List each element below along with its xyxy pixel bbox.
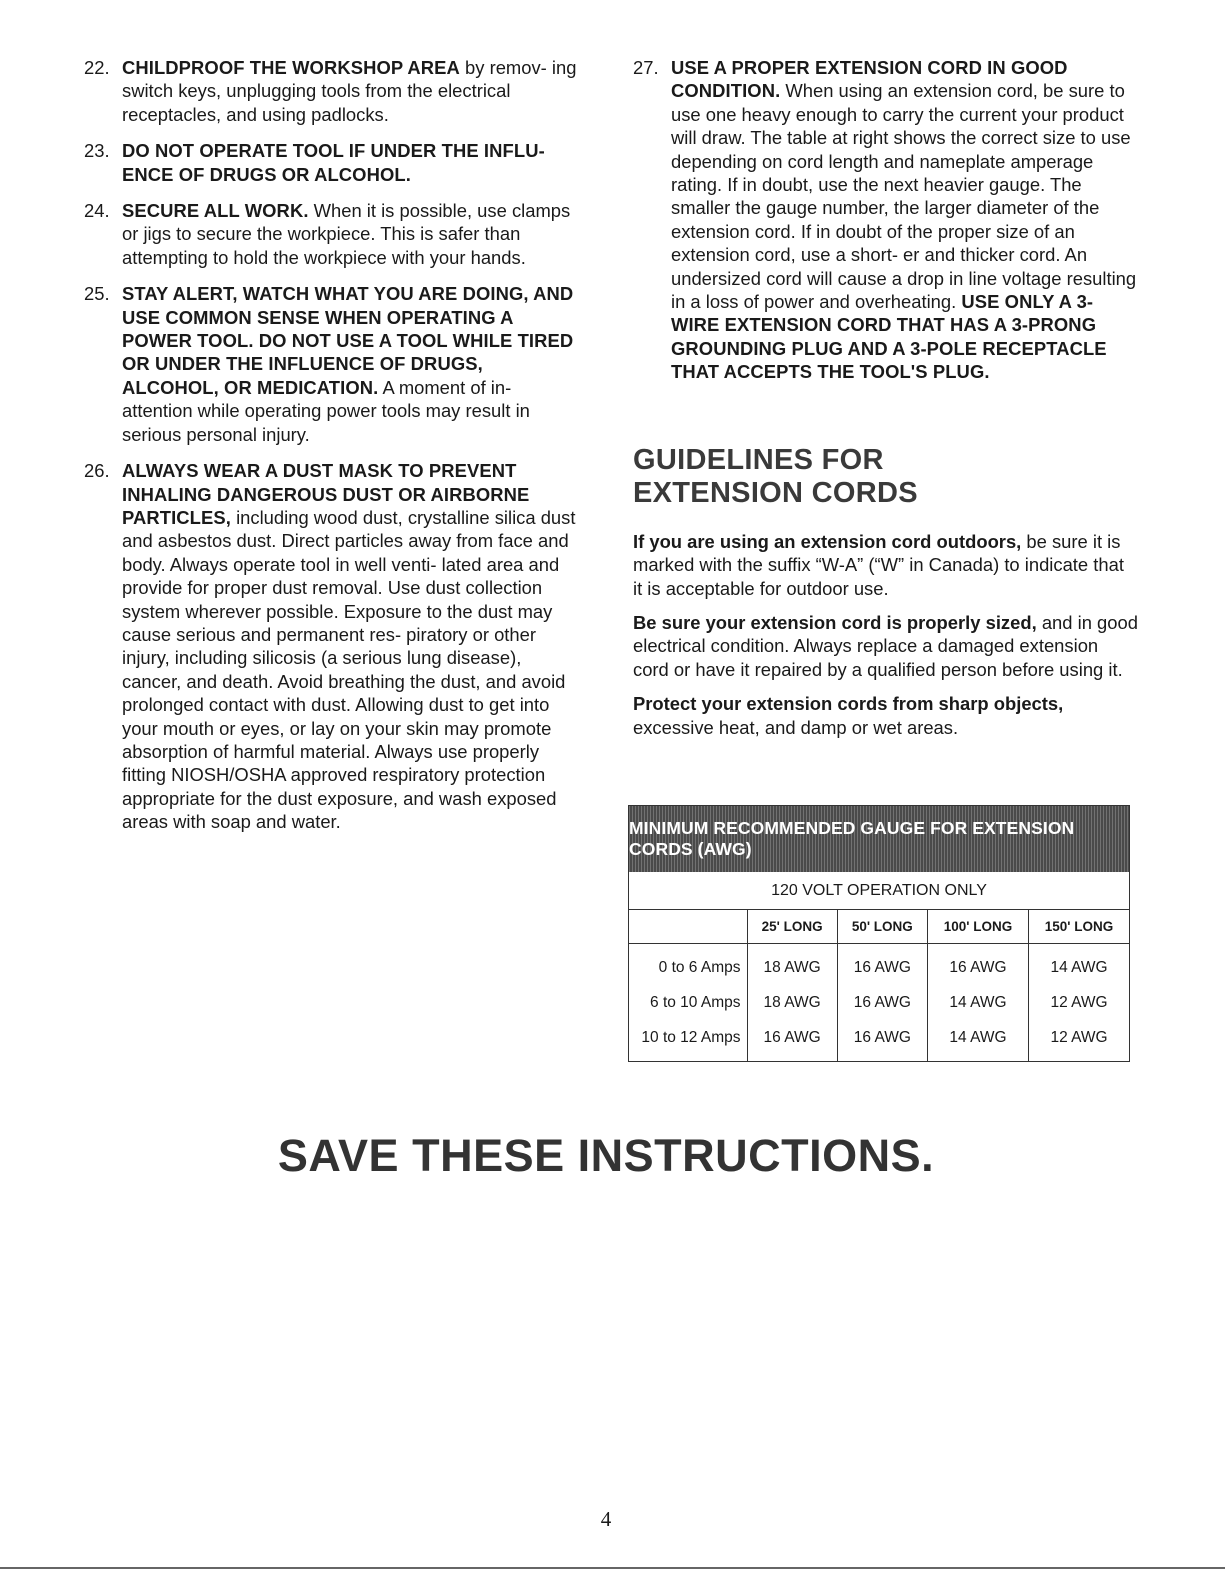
gauge-table [628,805,1130,1062]
gauge-cell: 16 AWG [747,1020,837,1061]
guidelines-title-line-2: EXTENSION CORDS [633,476,918,509]
gauge-cell: 14 AWG [927,1020,1028,1061]
gauge-table-title: MINIMUM RECOMMENDED GAUGE FOR EXTENSION CORDS (AWG) [629,806,1129,872]
gauge-cell: 14 AWG [927,985,1028,1020]
column-header: 25' LONG [747,910,837,944]
item-number: 26. [84,460,110,482]
table-corner-cell [629,910,747,944]
guideline-text: and in good electrical condition. Always replace a damaged extension cord or have it repaired by a qualified person before using it. [633,611,1138,680]
safety-item-27 [633,56,1138,384]
item-text: including wood dust, crystalline silica dust and asbestos dust. Direct particles away from face and body. Always operate tool in well venti- lated area and provide for proper dust removal. Use dust collection system wherever possible. Exposure to the dust may cause serious and permanent res- piratory or other injury, including silicosis (a serious lung disease), cancer, and death. Avoid breathing the dust, and avoid prolonged contact with dust. Allowing dust to get into your mouth or eyes, or lay on your skin may promote absorption of harmful material. Always use properly fitting NIOSH/OSHA approved respiratory protection appropriate for the dust exposure, and wash exposed areas with soap and water. [122,506,576,833]
column-header: 50' LONG [837,910,927,944]
table-row [629,985,1129,1020]
guideline-heading: Be sure your extension cord is properly sized, [633,611,1037,633]
gauge-table-grid [629,910,1129,1061]
gauge-cell: 18 AWG [747,944,837,986]
item-heading: STAY ALERT, WATCH WHAT YOU ARE DOING, AND USE COMMON SENSE WHEN OPERATING A POWER TOOL. DO NOT USE A TOOL WHILE TIRED OR UNDER THE INFLUENCE OF DRUGS, ALCOHOL, OR MEDICATION. [122,283,574,398]
item-number: 25. [84,283,110,305]
right-column [633,56,1138,750]
table-row [629,1020,1129,1061]
item-text: When it is possible, use clamps or jigs to secure the workpiece. This is safer than attempting to hold the workpiece with your hands. [122,200,571,268]
column-header: 100' LONG [927,910,1028,944]
gauge-cell: 16 AWG [837,944,927,986]
item-heading: SECURE ALL WORK. [122,200,309,222]
guideline-sizing [633,611,1138,681]
guidelines-title [633,444,1138,510]
gauge-table-subtitle: 120 VOLT OPERATION ONLY [629,872,1129,910]
page-number: 4 [600,1507,612,1531]
gauge-cell: 12 AWG [1029,1020,1129,1061]
item-heading: ALWAYS WEAR A DUST MASK TO PREVENT INHALING DANGEROUS DUST OR AIRBORNE PARTICLES, [122,460,530,528]
amp-range-cell: 0 to 6 Amps [658,958,741,976]
column-header: 150' LONG [1029,910,1129,944]
item-heading: CHILDPROOF THE WORKSHOP AREA [122,57,460,78]
gauge-cell: 16 AWG [837,985,927,1020]
item-heading: DO NOT OPERATE TOOL IF UNDER THE INFLU- ENCE OF DRUGS OR ALCOHOL. [122,140,545,185]
amp-range-cell: 6 to 10 Amps [650,993,741,1011]
item-number: 27. [633,57,659,78]
guideline-heading: Protect your extension cords from sharp objects, [633,693,1064,715]
table-header-row [629,910,1129,944]
gauge-cell: 18 AWG [747,985,837,1020]
item-heading: USE A PROPER EXTENSION CORD IN GOOD CONDITION. [671,57,1068,102]
amp-range-cell: 10 to 12 Amps [641,1028,741,1046]
item-text: A moment of in- attention while operating power tools may result in serious personal injury. [122,376,530,445]
guideline-text: excessive heat, and damp or wet areas. [633,716,959,738]
safety-item-26 [84,459,584,834]
bottom-divider [0,1567,1225,1569]
item-number: 24. [84,200,110,222]
gauge-cell: 14 AWG [1029,944,1129,986]
item-number: 23. [84,140,110,162]
safety-item-23 [84,139,584,186]
safety-item-22 [84,56,584,126]
left-column [84,56,584,847]
guideline-outdoors [633,530,1138,600]
guideline-heading: If you are using an extension cord outdoors, [633,530,1022,552]
guideline-protect [633,692,1138,739]
item-text: by remov- ing switch keys, unplugging tools from the electrical receptacles, and using padlocks. [122,57,577,125]
guidelines-title-line-1: GUIDELINES FOR [633,443,884,476]
gauge-cell: 12 AWG [1029,985,1129,1020]
table-row [629,944,1129,986]
item-warning: USE ONLY A 3-WIRE EXTENSION CORD THAT HAS A 3-PRONG GROUNDING PLUG AND A 3-POLE RECEPTACLE THAT ACCEPTS THE TOOL'S PLUG. [671,291,1107,383]
gauge-cell: 16 AWG [927,944,1028,986]
safety-item-25 [84,282,584,446]
item-text: When using an extension cord, be sure to use one heavy enough to carry the current your product will draw. The table at right shows the correct size to use depending on cord length and nameplate amperage rating. If in doubt, use the next heavier gauge. The smaller the gauge number, the larger diameter of the extension cord. If in doubt of the proper size of an extension cord, use a short- er and thicker cord. An undersized cord will cause a drop in line voltage resulting in a loss of power and overheating. [671,80,1137,313]
save-instructions-heading: SAVE THESE INSTRUCTIONS. [277,1130,935,1181]
gauge-cell: 16 AWG [837,1020,927,1061]
safety-item-24 [84,199,584,269]
item-number: 22. [84,57,110,78]
guideline-text: be sure it is marked with the suffix “W-A” (“W” in Canada) to indicate that it is acceptable for outdoor use. [633,530,1124,599]
